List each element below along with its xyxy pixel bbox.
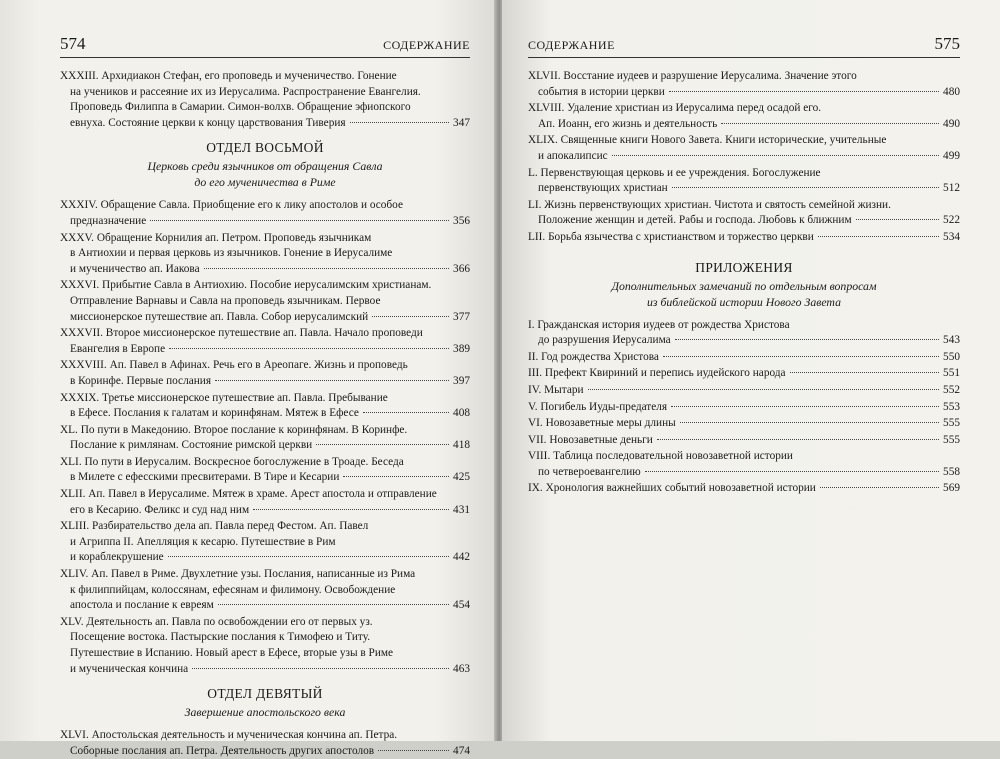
toc-entry-final-line xyxy=(528,350,960,366)
toc-entry xyxy=(60,391,470,422)
toc-page-number: 442 xyxy=(453,551,470,564)
toc-page-number: 499 xyxy=(943,149,960,162)
toc-entry-final-line xyxy=(60,406,470,422)
dot-leader xyxy=(669,91,939,92)
section-title: ПРИЛОЖЕНИЯ xyxy=(695,259,793,275)
dot-leader xyxy=(372,316,449,317)
toc-entry xyxy=(60,487,470,518)
toc-entry-text: XXXV. Обращение Корнилия ап. Петром. Проповедь язычникам xyxy=(60,231,372,244)
left-running-head xyxy=(60,34,470,58)
toc-entry-text: XLVI. Апостольская деятельность и мученическая кончина ап. Петра. xyxy=(60,729,398,742)
toc-entry-text: и апокалипсис xyxy=(538,149,608,162)
toc-entry-text: XLI. По пути в Иерусалим. Воскресное богослужение в Троаде. Беседа xyxy=(60,455,404,468)
toc-entry-text: XLII. Ап. Павел в Иерусалиме. Мятеж в храме. Арест апостола и отправление xyxy=(60,488,437,501)
dot-leader xyxy=(790,372,939,373)
dot-leader xyxy=(672,187,939,188)
toc-entry xyxy=(60,69,470,131)
toc-entry-text: I. Гражданская история иудеев от рождества Христова xyxy=(528,318,790,331)
toc-entry xyxy=(528,366,960,382)
toc-entry-text: IV. Мытари xyxy=(528,383,584,396)
section-subtitle: до его мученичества в Риме xyxy=(194,175,336,190)
toc-page-number: 377 xyxy=(453,310,470,323)
dot-leader xyxy=(150,220,449,221)
toc-entry-final-line xyxy=(528,149,960,165)
toc-entry-text: XLV. Деятельность ап. Павла по освобождении его от первых уз. xyxy=(60,615,373,628)
toc-entry-text: Послание к римлянам. Состояние римской церкви xyxy=(70,439,313,452)
toc-entry-final-line xyxy=(60,116,470,132)
toc-page-number: 431 xyxy=(453,503,470,516)
toc-entry-text: и кораблекрушение xyxy=(70,551,164,564)
toc-entry xyxy=(528,101,960,132)
toc-entry-text: первенствующих христиан xyxy=(538,182,668,195)
toc-page-number: 534 xyxy=(943,230,960,243)
toc-entry-final-line xyxy=(60,503,470,519)
right-page xyxy=(502,0,1000,741)
dot-leader xyxy=(168,556,449,557)
dot-leader xyxy=(169,348,449,349)
page-number: 574 xyxy=(60,34,86,53)
page-number: 575 xyxy=(934,34,960,53)
toc-list xyxy=(528,318,960,498)
toc-entry xyxy=(528,416,960,432)
toc-entry-text: его в Кесарию. Феликс и суд над ним xyxy=(70,503,250,516)
toc-entry xyxy=(60,326,470,357)
running-head-title: СОДЕРЖАНИЕ xyxy=(528,38,615,52)
toc-entry-final-line xyxy=(528,333,960,349)
toc-entry-final-line xyxy=(528,481,960,497)
toc-entry-final-line xyxy=(60,550,470,566)
dot-leader xyxy=(588,389,940,390)
toc-page-number: 356 xyxy=(453,214,470,227)
toc-page-number: 550 xyxy=(943,350,960,363)
toc-entry xyxy=(528,133,960,164)
toc-entry-final-line xyxy=(60,598,470,614)
toc-entry xyxy=(60,358,470,389)
toc-page-number: 408 xyxy=(453,407,470,420)
toc-entry-text: до разрушения Иерусалима xyxy=(538,334,671,347)
dot-leader xyxy=(663,356,939,357)
toc-list xyxy=(60,198,470,677)
toc-page-number: 490 xyxy=(943,117,960,130)
dot-leader xyxy=(612,155,939,156)
toc-entry xyxy=(528,433,960,449)
toc-page-number: 366 xyxy=(453,262,470,275)
toc-entry-text: L. Первенствующая церковь и ее учреждения. Богослужение xyxy=(528,166,821,179)
toc-entry xyxy=(60,423,470,454)
dot-leader xyxy=(343,476,449,477)
toc-entry xyxy=(528,400,960,416)
toc-page-number: 389 xyxy=(453,342,470,355)
toc-entry-text: VI. Новозаветные меры длины xyxy=(528,417,676,430)
toc-page-number: 555 xyxy=(943,433,960,446)
toc-entry xyxy=(528,481,960,497)
toc-entry xyxy=(60,567,470,614)
toc-entry-text: Посещение востока. Пастырские послания к Тимофею и Титу. xyxy=(70,631,371,644)
toc-entry-text: III. Префект Квириний и перепись иудейского народа xyxy=(528,367,786,380)
toc-entry-text: LI. Жизнь первенствующих христиан. Чистота и святость семейной жизни. xyxy=(528,198,891,211)
dot-leader xyxy=(192,668,449,669)
toc-entry-text: и Агриппа II. Апелляция к кесарю. Путешествие в Рим xyxy=(70,535,336,548)
toc-list xyxy=(60,69,470,131)
section-subtitle: Завершение апостольского века xyxy=(184,705,346,720)
toc-entry-final-line xyxy=(528,366,960,382)
toc-page-number: 347 xyxy=(453,116,470,129)
toc-entry-text: события в истории церкви xyxy=(538,85,665,98)
toc-page-number: 558 xyxy=(943,465,960,478)
toc-entry-text: Соборные послания ап. Петра. Деятельность других апостолов xyxy=(70,744,375,757)
toc-entry-text: и мученичество ап. Иакова xyxy=(70,262,200,275)
toc-entry xyxy=(528,350,960,366)
toc-entry xyxy=(528,230,960,246)
toc-entry xyxy=(528,383,960,399)
dot-leader xyxy=(721,123,939,124)
toc-entry-text: VII. Новозаветные деньги xyxy=(528,433,653,446)
toc-entry-text: Положение женщин и детей. Рабы и господа. Любовь к ближним xyxy=(538,214,852,227)
toc-entry xyxy=(60,728,470,759)
toc-page-number: 474 xyxy=(453,744,470,757)
toc-entry-final-line xyxy=(528,400,960,416)
toc-entry-text: Отправление Варнавы и Савла на проповедь язычникам. Первое xyxy=(70,294,381,307)
toc-page-number: 512 xyxy=(943,182,960,195)
toc-entry xyxy=(60,198,470,229)
toc-entry-text: по четвероевангелию xyxy=(538,465,641,478)
toc-entry xyxy=(60,231,470,278)
toc-entry-text: Евангелия в Европе xyxy=(70,342,166,355)
toc-entry-text: XLIX. Священные книги Нового Завета. Книги исторические, учительные xyxy=(528,134,887,147)
toc-entry-final-line xyxy=(528,433,960,449)
toc-page-number: 569 xyxy=(943,482,960,495)
toc-page-number: 522 xyxy=(943,214,960,227)
toc-entry-final-line xyxy=(528,416,960,432)
toc-entry-text: к филиппийцам, колоссянам, ефесянам и филимону. Освобождение xyxy=(70,583,396,596)
section-title: ОТДЕЛ ДЕВЯТЫЙ xyxy=(207,686,323,702)
toc-entry-text: XXXVIII. Ап. Павел в Афинах. Речь его в Ареопаге. Жизнь и проповедь xyxy=(60,359,408,372)
dot-leader xyxy=(671,406,939,407)
toc-entry-final-line xyxy=(528,117,960,133)
toc-entry-text: в Антиохии и первая церковь из язычников. Гонение в Иерусалиме xyxy=(70,247,393,260)
toc-page-number: 543 xyxy=(943,334,960,347)
toc-entry-final-line xyxy=(60,374,470,390)
dot-leader xyxy=(856,219,939,220)
toc-page-number: 553 xyxy=(943,400,960,413)
toc-page-number: 551 xyxy=(943,367,960,380)
dot-leader xyxy=(218,604,449,605)
toc-entry-text: XXXVI. Прибытие Савла в Антиохию. Пособие иерусалимским христианам. xyxy=(60,279,432,292)
section-subtitle: из библейской истории Нового Завета xyxy=(647,294,841,309)
toc-entry-text: евнуха. Состояние церкви к концу царствования Тиверия xyxy=(70,116,346,129)
left-page xyxy=(0,0,496,757)
dot-leader xyxy=(680,422,939,423)
toc-page-number: 454 xyxy=(453,599,470,612)
toc-entry-text: XXXIII. Архидиакон Стефан, его проповедь и мученичество. Гонение xyxy=(60,70,397,82)
toc-entry-text: XLVIII. Удаление христиан из Иерусалима перед осадой его. xyxy=(528,102,822,115)
right-running-head xyxy=(528,34,960,58)
toc-entry-final-line xyxy=(528,85,960,101)
toc-entry-final-line xyxy=(60,342,470,358)
dot-leader xyxy=(350,122,449,123)
toc-entry-text: VIII. Таблица последовательной новозаветной истории xyxy=(528,450,793,463)
toc-entry-final-line xyxy=(60,662,470,678)
toc-entry-final-line xyxy=(60,438,470,454)
dot-leader xyxy=(818,236,939,237)
toc-entry-text: XL. По пути в Македонию. Второе послание к коринфянам. В Коринфе. xyxy=(60,423,408,436)
section-subtitle: Дополнительных замечаний по отдельным вопросам xyxy=(611,278,877,293)
dot-leader xyxy=(363,412,449,413)
toc-entry-text: на учеников и рассеяние их из Иерусалима. Распространение Евангелия. xyxy=(70,85,421,98)
dot-leader xyxy=(378,750,449,751)
toc-page-number: 555 xyxy=(943,417,960,430)
dot-leader xyxy=(820,487,939,488)
toc-list xyxy=(528,69,960,246)
toc-entry-text: в Милете с ефесскими пресвитерами. В Тире и Кесарии xyxy=(70,471,340,484)
toc-page-number: 418 xyxy=(453,439,470,452)
toc-page-number: 397 xyxy=(453,374,470,387)
toc-entry xyxy=(60,519,470,566)
dot-leader xyxy=(645,471,939,472)
toc-entry xyxy=(60,278,470,325)
toc-entry-text: апостола и послание к евреям xyxy=(70,599,214,612)
toc-entry-text: предназначение xyxy=(70,214,147,227)
toc-entry xyxy=(528,318,960,349)
toc-entry-text: XXXIV. Обращение Савла. Приобщение его к лику апостолов и особое xyxy=(60,199,403,212)
toc-entry-text: миссионерское путешествие ап. Павла. Собор иерусалимский xyxy=(70,310,369,323)
dot-leader xyxy=(316,444,449,445)
toc-entry-text: LII. Борьба язычества с христианством и торжество церкви xyxy=(528,230,814,243)
toc-entry-final-line xyxy=(60,470,470,486)
toc-entry-final-line xyxy=(528,465,960,481)
toc-entry xyxy=(60,615,470,677)
dot-leader xyxy=(215,380,449,381)
toc-entry-text: IX. Хронология важнейших событий новозаветной истории xyxy=(528,482,816,495)
toc-entry xyxy=(60,455,470,486)
toc-entry-final-line xyxy=(528,213,960,229)
toc-entry-final-line xyxy=(528,230,960,246)
running-head-title: СОДЕРЖАНИЕ xyxy=(383,38,470,52)
section-subtitle: Церковь среди язычников от обращения Савла xyxy=(147,159,383,174)
toc-entry-text: XXXVII. Второе миссионерское путешествие ап. Павла. Начало проповеди xyxy=(60,327,423,340)
toc-entry-text: XXXIX. Третье миссионерское путешествие ап. Павла. Пребывание xyxy=(60,391,388,404)
toc-entry-final-line xyxy=(60,744,470,759)
toc-entry-text: и мученическая кончина xyxy=(70,662,189,675)
dot-leader xyxy=(253,509,449,510)
toc-entry-text: V. Погибель Иуды-предателя xyxy=(528,400,668,413)
toc-entry xyxy=(528,198,960,229)
toc-entry-text: II. Год рождества Христова xyxy=(528,350,659,363)
section-title: ОТДЕЛ ВОСЬМОЙ xyxy=(206,140,324,156)
toc-entry-text: Путешествие в Испанию. Новый арест в Ефесе, вторые узы в Риме xyxy=(70,647,394,659)
toc-entry xyxy=(528,449,960,480)
toc-entry-text: Проповедь Филиппа в Самарии. Симон-волхв. Обращение эфиопского xyxy=(70,101,411,114)
toc-entry-final-line xyxy=(528,181,960,197)
toc-page-number: 463 xyxy=(453,662,470,675)
toc-entry xyxy=(528,69,960,100)
toc-entry-final-line xyxy=(60,214,470,230)
dot-leader xyxy=(657,439,939,440)
toc-page-number: 425 xyxy=(453,471,470,484)
toc-entry-final-line xyxy=(60,262,470,278)
toc-entry-text: XLVII. Восстание иудеев и разрушение Иерусалима. Значение этого xyxy=(528,70,857,82)
toc-list xyxy=(60,728,470,759)
toc-entry-final-line xyxy=(528,383,960,399)
toc-entry-text: XLIII. Разбирательство дела ап. Павла перед Фестом. Ап. Павел xyxy=(60,520,369,533)
dot-leader xyxy=(204,268,449,269)
toc-page-number: 552 xyxy=(943,383,960,396)
toc-page-number: 480 xyxy=(943,85,960,98)
toc-entry-text: Ап. Иоанн, его жизнь и деятельность xyxy=(538,117,718,130)
dot-leader xyxy=(675,339,939,340)
toc-entry-final-line xyxy=(60,310,470,326)
toc-entry-text: XLIV. Ап. Павел в Риме. Двухлетние узы. Послания, написанные из Рима xyxy=(60,568,416,581)
toc-entry xyxy=(528,166,960,197)
toc-entry-text: в Ефесе. Послания к галатам и коринфянам. Мятеж в Ефесе xyxy=(70,407,359,420)
toc-entry-text: в Коринфе. Первые послания xyxy=(70,374,212,387)
